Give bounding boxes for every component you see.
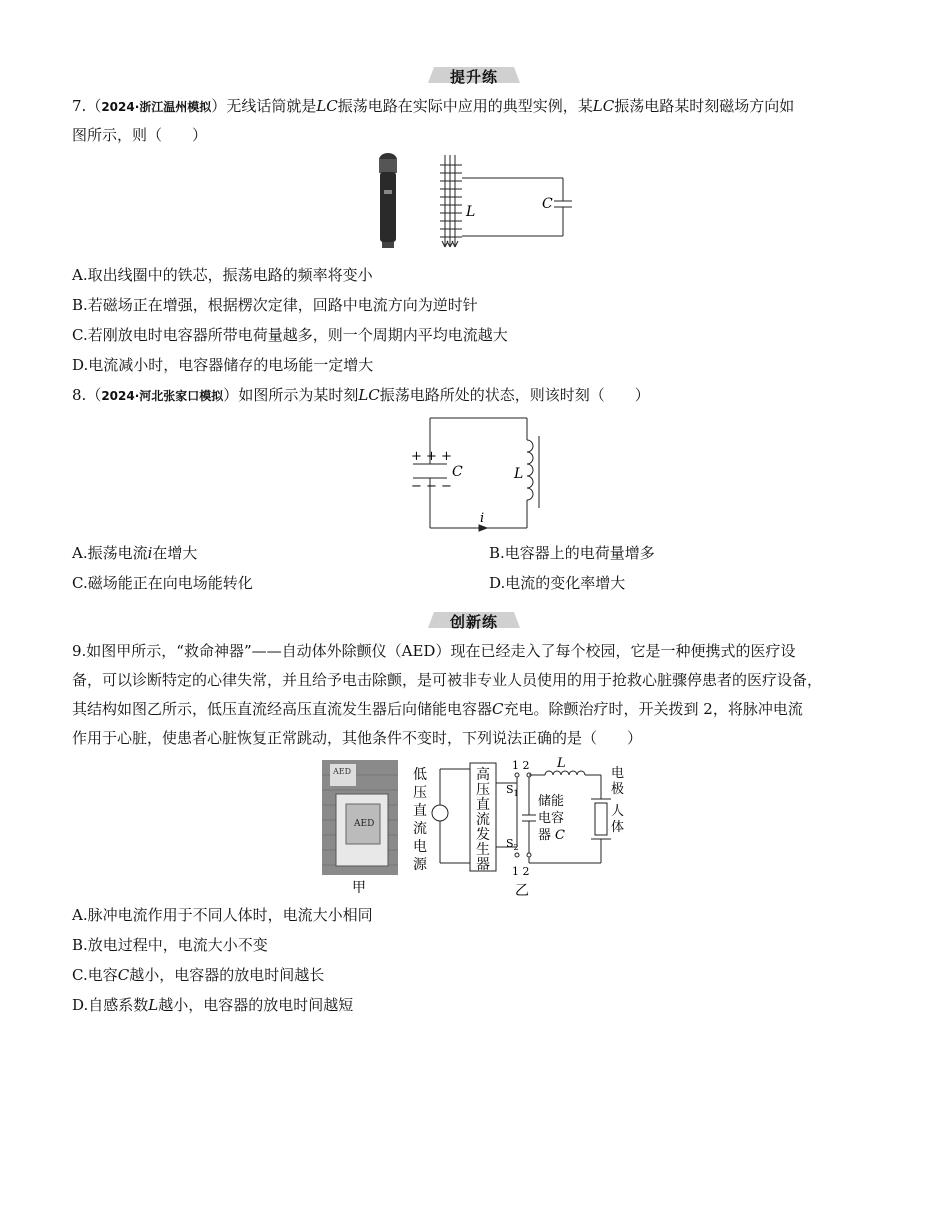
lv-char: 直 (413, 803, 427, 819)
q9-option-b[interactable]: B.放电过程中，电流大小不变 (72, 936, 268, 954)
s1-subscript: 1 (513, 789, 519, 798)
switch-positions-top: 1 2 (512, 759, 530, 772)
aed-box-label: AED (354, 819, 375, 829)
q9-text: 充电。除颤治疗时，开关拨到 2，将脉冲电流 (503, 700, 803, 718)
q7-option-d[interactable]: D.电流减小时，电容器储存的电场能一定增大 (72, 356, 374, 374)
lv-char: 电 (413, 839, 427, 855)
q7-text: 无线话筒就是 (226, 97, 317, 115)
switch-positions-bottom: 1 2 (512, 865, 530, 878)
section-banner-innovation (428, 609, 520, 631)
option-var: C (117, 966, 130, 984)
gen-char: 高 (476, 767, 490, 783)
label-L: L (557, 756, 566, 771)
label-C: C (542, 196, 553, 212)
q8-text: 振荡电路所处的状态，则该时刻（ ） (379, 386, 650, 404)
q8-source: 2024·河北张家口模拟 (101, 389, 224, 403)
generator-label (476, 766, 490, 873)
q9-var: C (492, 700, 504, 718)
label-L: L (466, 204, 476, 220)
plus-charges: + + + (411, 449, 452, 464)
paren: （ (86, 386, 102, 404)
q8-number: 8. (72, 386, 87, 404)
storage-capacitor-label (538, 793, 565, 843)
q7-source: 2024·浙江温州模拟 (101, 100, 212, 114)
label-L: L (514, 466, 524, 482)
q7-option-c[interactable]: C.若刚放电时电容器所带电荷量越多，则一个周期内平均电流越大 (72, 326, 508, 344)
caption-yi: 乙 (515, 883, 529, 899)
q7-line2: 图所示，则（ ） (72, 126, 208, 144)
s2-subscript: 2 (513, 843, 519, 852)
lv-char: 低 (413, 767, 427, 783)
option-text: 越小，电容器的放电时间越长 (129, 966, 325, 984)
q7-option-b[interactable]: B.若磁场正在增强，根据楞次定律，回路中电流方向为逆时针 (72, 296, 478, 314)
gen-char: 压 (476, 782, 490, 798)
minus-charges: − − − (411, 479, 452, 494)
paren: ） (223, 386, 239, 404)
q9-option-d[interactable] (72, 995, 353, 1015)
storage-text: 储能 (538, 794, 565, 809)
s2-letter: S (506, 837, 514, 850)
section-banner-upgrade (428, 64, 520, 86)
storage-text: 器 (538, 828, 552, 843)
q7-lc: LC (592, 97, 615, 115)
option-text: 在增大 (152, 544, 198, 562)
q8-option-b[interactable]: B.电容器上的电荷量增多 (489, 544, 655, 562)
q9-line1: 9.如图甲所示，“救命神器”——自动体外除颤仪（AED）现在已经走入了每个校园，它是一种便携式的医疗设 (72, 642, 796, 660)
aed-sign-label: AED (333, 767, 352, 776)
q7-lc: LC (316, 97, 338, 115)
body-char: 人 (611, 804, 625, 819)
q9-line2: 备，可以诊断特定的心律失常，并且给予电击除颤，是可被非专业人员使用的用于抢救心脏骤停患者的医疗设备， (72, 671, 823, 689)
caption-jia: 甲 (352, 880, 366, 896)
body-char: 体 (611, 820, 625, 835)
option-text: C.电容 (72, 966, 118, 984)
gen-char: 生 (476, 842, 490, 858)
q8-option-a[interactable] (72, 543, 197, 563)
paren: ） (211, 97, 227, 115)
lv-char: 源 (413, 857, 427, 873)
lv-char: 压 (413, 785, 427, 801)
label-C: C (555, 828, 565, 843)
label-i: i (480, 511, 485, 526)
q8-lc: LC (358, 386, 380, 404)
low-voltage-label (413, 767, 428, 873)
option-text: D.自感系数 (72, 996, 149, 1014)
q8-figure (405, 412, 555, 534)
q7-text: 振荡电路在实际中应用的典型实例，某 (337, 97, 593, 115)
gen-char: 发 (476, 827, 490, 843)
electrode-char: 电 (611, 766, 625, 781)
q7-option-a[interactable]: A.取出线圈中的铁芯，振荡电路的频率将变小 (72, 266, 373, 284)
q8-option-d[interactable]: D.电流的变化率增大 (489, 574, 626, 592)
option-var: i (147, 544, 153, 562)
paren: （ (86, 97, 102, 115)
q7-text: 振荡电路某时刻磁场方向如 (614, 97, 795, 115)
option-var: L (148, 996, 159, 1014)
q9-figure-yi (405, 755, 640, 900)
q8-option-c[interactable]: C.磁场能正在向电场能转化 (72, 574, 253, 592)
microphone-icon (379, 153, 397, 248)
section-title-upgrade: 提升练 (449, 68, 498, 86)
option-text: A.振荡电流 (72, 544, 148, 562)
gen-char: 直 (476, 797, 490, 813)
electrode-char: 极 (611, 782, 625, 797)
q9-option-c[interactable] (72, 965, 324, 985)
lv-char: 流 (413, 821, 427, 837)
storage-text: 电容 (538, 811, 565, 826)
q7-number: 7. (72, 97, 87, 115)
section-title-innovation: 创新练 (449, 613, 498, 631)
q9-text: 其结构如图乙所示，低压直流经高压直流发生器后向储能电容器 (72, 700, 493, 718)
q9-figure-jia (322, 760, 400, 900)
label-C: C (452, 464, 463, 480)
q9-option-a[interactable]: A.脉冲电流作用于不同人体时，电流大小相同 (72, 906, 373, 924)
q7-figure (370, 150, 580, 255)
q9-line4: 作用于心脏，使患者心脏恢复正常跳动，其他条件不变时，下列说法正确的是（ ） (72, 729, 643, 747)
s1-letter: S (506, 783, 514, 796)
q9-line3 (72, 699, 803, 719)
q8-text: 如图所示为某时刻 (238, 386, 359, 404)
option-text: 越小，电容器的放电时间越短 (158, 996, 354, 1014)
q7-line1 (72, 96, 794, 117)
electrode-body-label (611, 765, 624, 835)
gen-char: 器 (476, 857, 490, 873)
q8-line1 (72, 385, 650, 406)
gen-char: 流 (476, 812, 490, 828)
